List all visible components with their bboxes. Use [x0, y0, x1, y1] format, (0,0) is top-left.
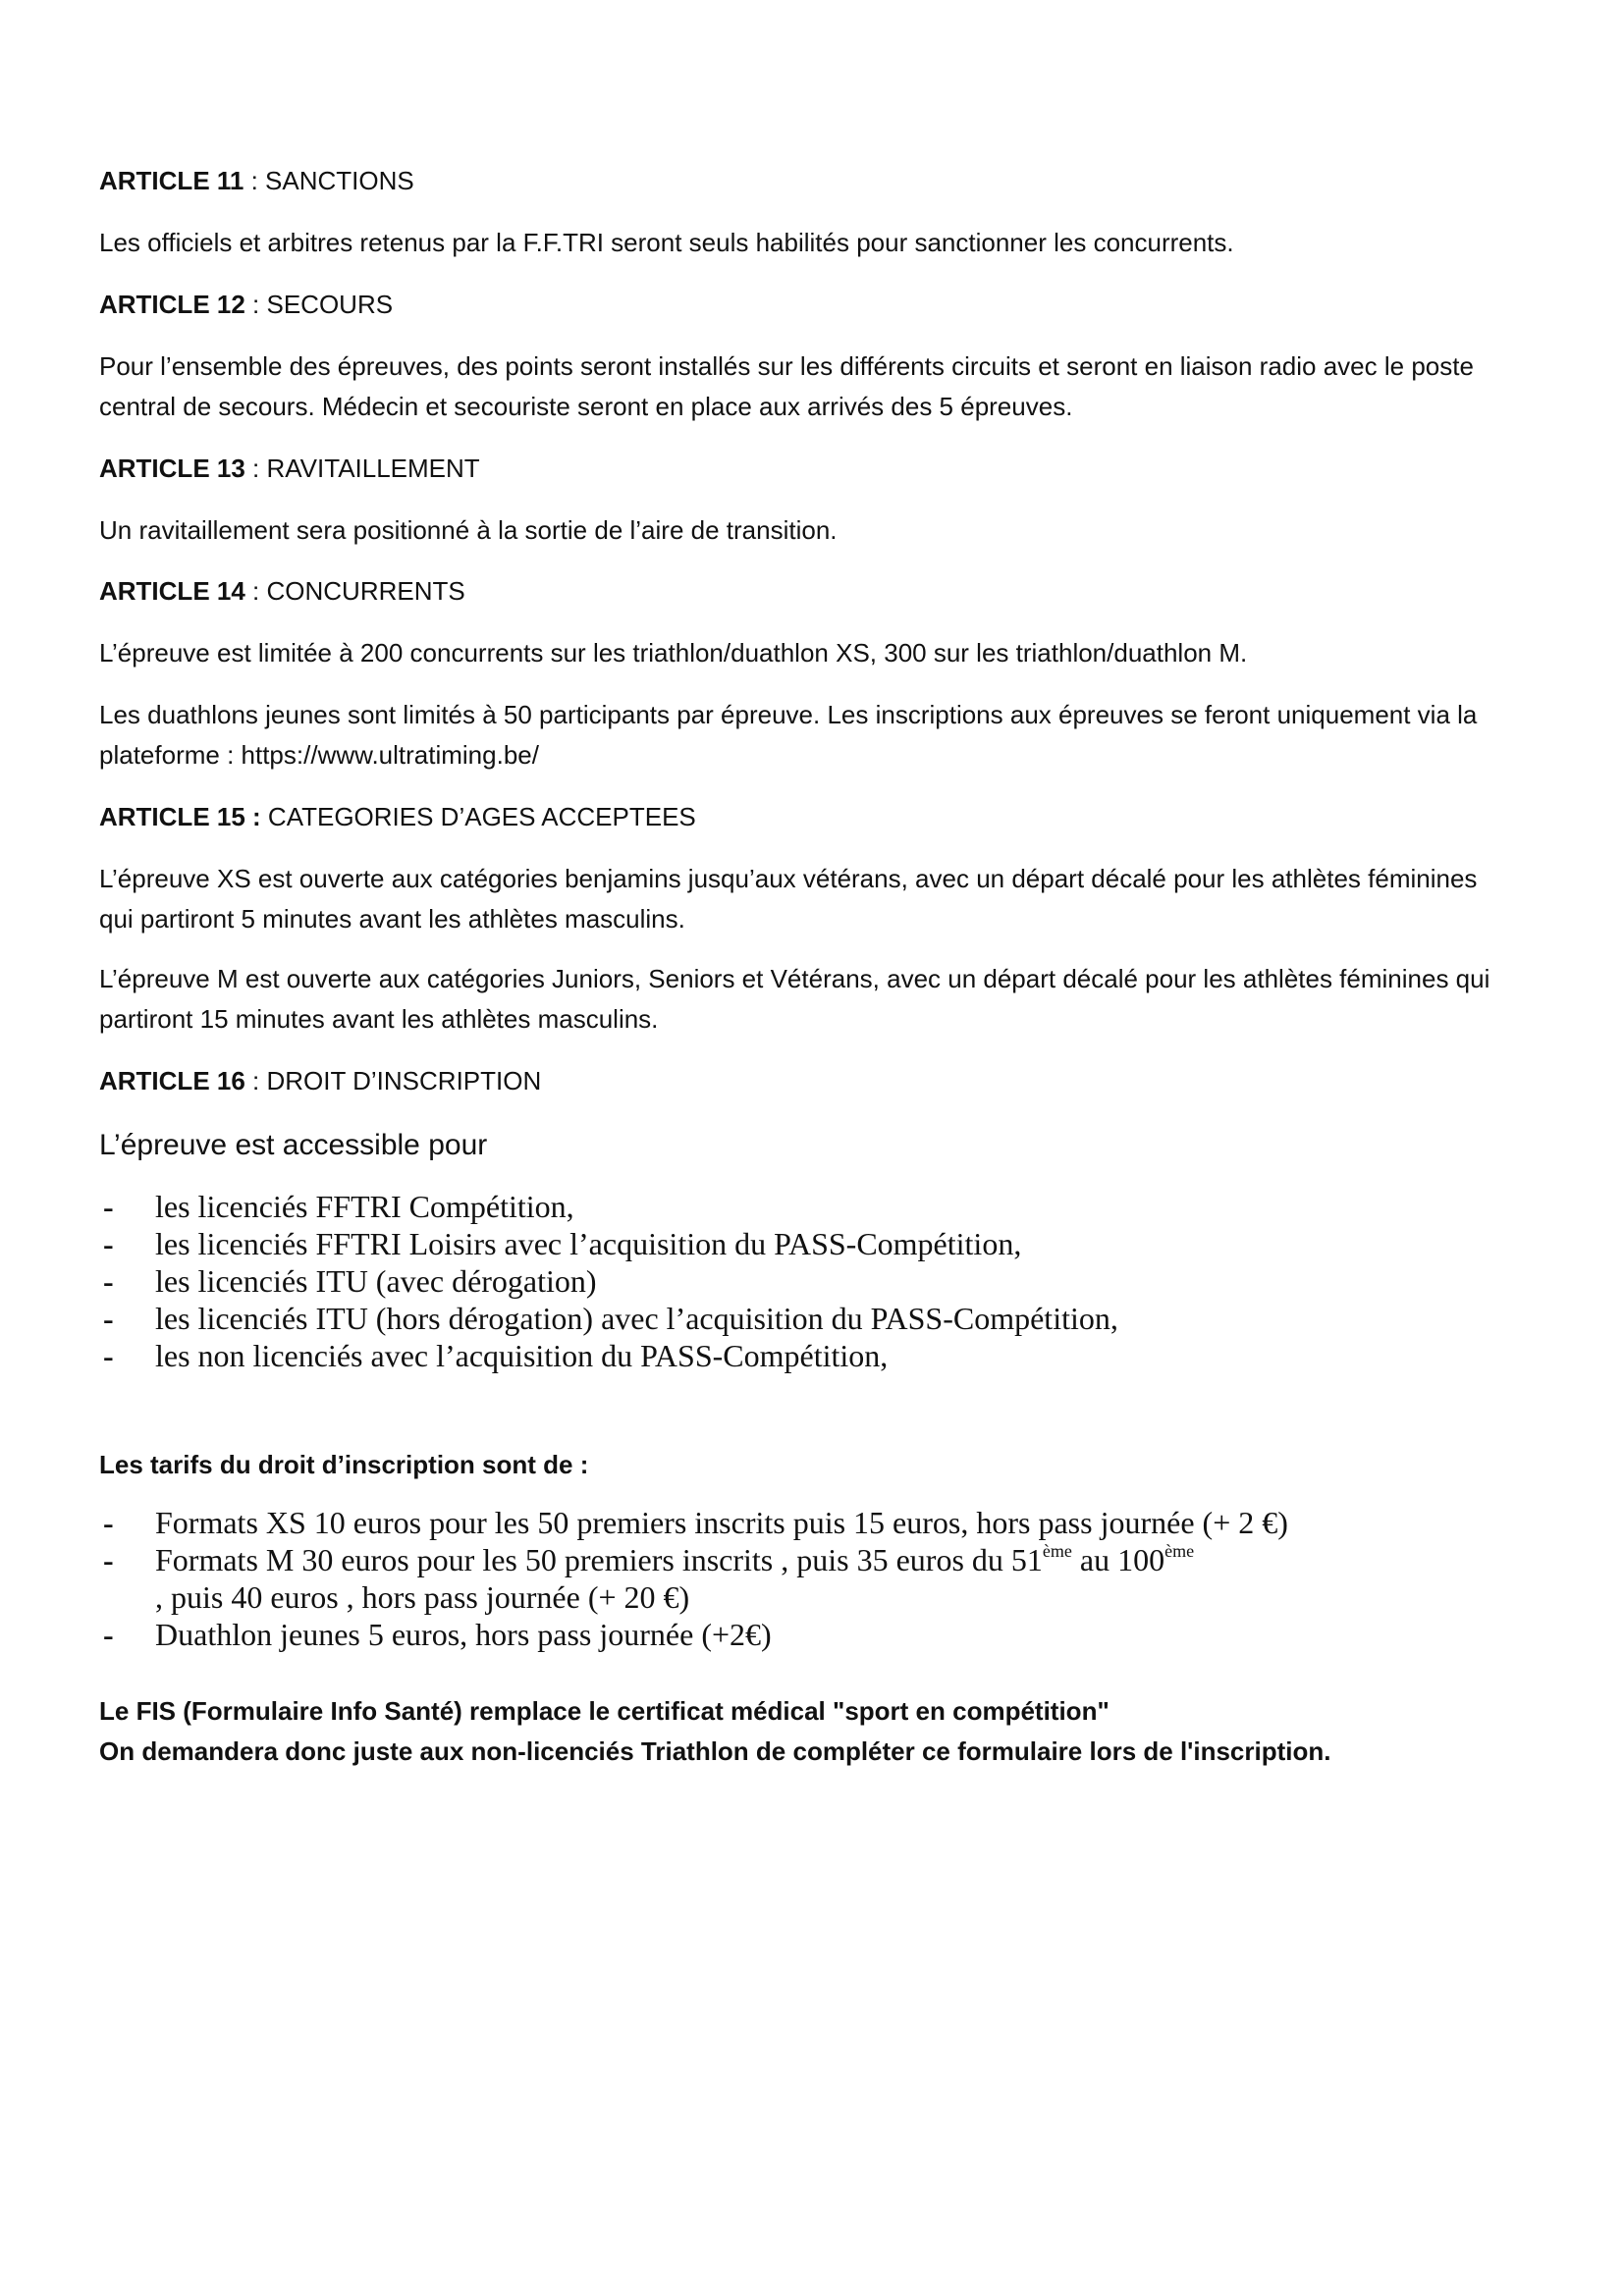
article-15-text-2: L’épreuve M est ouverte aux catégories Juniors, Seniors et Vétérans, avec un départ décalé pour les athlètes féminines qui partiront 15 minutes avant les athlètes masculins. — [99, 964, 1490, 1034]
article-15-title: CATEGORIES D’AGES ACCEPTEES — [260, 802, 696, 831]
tarif-m-text-a: Formats M 30 euros pour les 50 premiers inscrits , puis 35 euros du 51 — [155, 1542, 1043, 1577]
eligibility-item — [99, 1225, 1118, 1262]
article-11-label: ARTICLE 11 — [99, 166, 244, 195]
tarif-item-jeunes — [99, 1616, 1288, 1653]
fis-notice-line-2: On demandera donc juste aux non-licenciés Triathlon de compléter ce formulaire lors de l'inscription. — [99, 1736, 1331, 1766]
superscript: ème — [1042, 1541, 1072, 1561]
eligibility-text: les licenciés ITU (avec dérogation) — [155, 1263, 597, 1299]
article-11-heading — [99, 161, 414, 201]
bullet-dash: - — [103, 1189, 114, 1224]
tarif-item-m — [99, 1541, 1288, 1616]
tarifs-heading: Les tarifs du droit d’inscription sont de : — [99, 1450, 589, 1479]
article-15-text-1: L’épreuve XS est ouverte aux catégories benjamins jusqu’aux vétérans, avec un départ décalé pour les athlètes féminines qui partiront 5 minutes avant les athlètes masculins. — [99, 864, 1478, 934]
eligibility-text: les licenciés FFTRI Loisirs avec l’acquisition du PASS-Compétition, — [155, 1226, 1022, 1261]
article-16-intro: L’épreuve est accessible pour — [99, 1129, 488, 1161]
article-16-title: : DROIT D’INSCRIPTION — [244, 1066, 542, 1095]
article-14-label: ARTICLE 14 — [99, 576, 245, 606]
bullet-dash: - — [103, 1263, 114, 1299]
article-15-label: ARTICLE 15 : — [99, 802, 261, 831]
article-13-label: ARTICLE 13 — [99, 454, 245, 483]
article-12-label: ARTICLE 12 — [99, 290, 245, 319]
eligibility-text: les licenciés ITU (hors dérogation) avec l’acquisition du PASS-Compétition, — [155, 1301, 1118, 1336]
bullet-dash: - — [103, 1505, 114, 1540]
tarif-m-text-c: , puis 40 euros , hors pass journée (+ 20 €) — [155, 1579, 690, 1615]
article-12-text: Pour l’ensemble des épreuves, des points seront installés sur les différents circuits et seront en liaison radio avec le poste central de secours. Médecin et secouriste seront en place aux arrivés des 5 épreuves. — [99, 351, 1474, 421]
eligibility-item — [99, 1262, 1118, 1300]
bullet-dash: - — [103, 1542, 114, 1577]
eligibility-item — [99, 1337, 1118, 1374]
eligibility-item — [99, 1300, 1118, 1337]
tarifs-list — [99, 1504, 1288, 1653]
bullet-dash: - — [103, 1338, 114, 1373]
eligibility-item — [99, 1188, 1118, 1225]
tarif-jeunes-text: Duathlon jeunes 5 euros, hors pass journée (+2€) — [155, 1617, 772, 1652]
article-11-text: Les officiels et arbitres retenus par la F.F.TRI seront seuls habilités pour sanctionner les concurrents. — [99, 228, 1234, 257]
tarif-item-xs — [99, 1504, 1288, 1541]
article-14-text-2: Les duathlons jeunes sont limités à 50 participants par épreuve. Les inscriptions aux épreuves se feront uniquement via la plateforme : https://www.ultratiming.be/ — [99, 700, 1478, 770]
bullet-dash: - — [103, 1301, 114, 1336]
article-14-text-1: L’épreuve est limitée à 200 concurrents sur les triathlon/duathlon XS, 300 sur les triathlon/duathlon M. — [99, 638, 1248, 667]
article-15-heading — [99, 797, 696, 837]
article-13-heading — [99, 449, 480, 489]
eligibility-text: les licenciés FFTRI Compétition, — [155, 1189, 574, 1224]
tarif-xs-text: Formats XS 10 euros pour les 50 premiers inscrits puis 15 euros, hors pass journée (+ 2 €) — [155, 1505, 1288, 1540]
tarif-m-text-b: au 100 — [1071, 1542, 1165, 1577]
eligibility-text: les non licenciés avec l’acquisition du PASS-Compétition, — [155, 1338, 889, 1373]
article-14-title: : CONCURRENTS — [244, 576, 465, 606]
article-12-title: : SECOURS — [244, 290, 394, 319]
fis-notice-line-1: Le FIS (Formulaire Info Santé) remplace le certificat médical "sport en compétition" — [99, 1696, 1110, 1726]
article-16-label: ARTICLE 16 — [99, 1066, 245, 1095]
eligibility-list — [99, 1188, 1118, 1374]
article-12-heading — [99, 285, 393, 325]
article-13-title: : RAVITAILLEMENT — [244, 454, 480, 483]
article-11-title: : SANCTIONS — [244, 166, 414, 195]
bullet-dash: - — [103, 1617, 114, 1652]
bullet-dash: - — [103, 1226, 114, 1261]
article-16-heading — [99, 1061, 541, 1101]
superscript: ème — [1164, 1541, 1195, 1561]
article-13-text: Un ravitaillement sera positionné à la sortie de l’aire de transition. — [99, 515, 838, 545]
article-14-heading — [99, 571, 465, 612]
